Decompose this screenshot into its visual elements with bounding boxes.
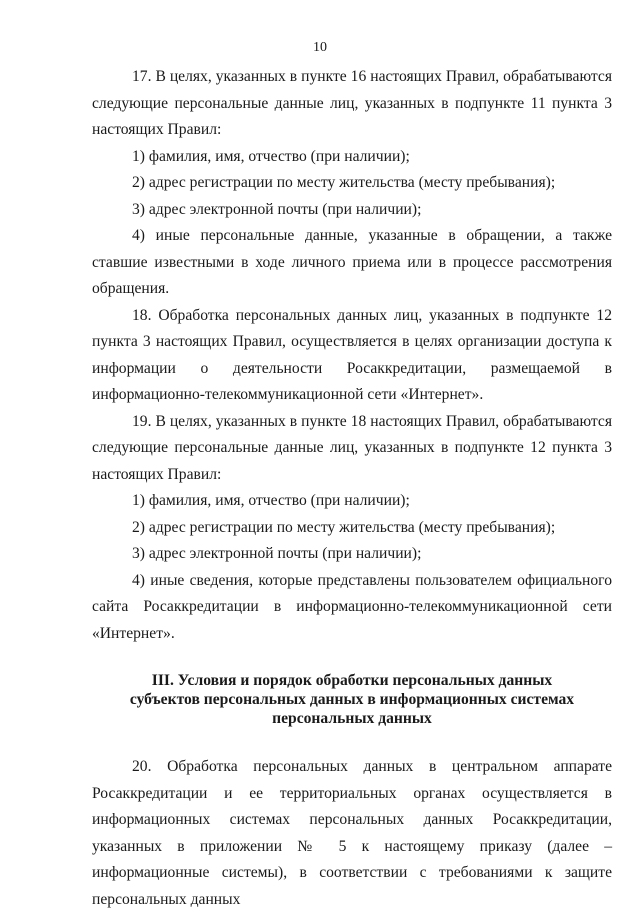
list-item-17-4: 4) иные персональные данные, указанные в обращении, а также ставшие известными в ходе личного приема или в процессе рассмотрения обращения. <box>92 227 612 297</box>
list-item-17-1: 1) фамилия, имя, отчество (при наличии); <box>132 147 410 165</box>
list-item-17-2: 2) адрес регистрации по месту жительства (месту пребывания); <box>132 174 556 191</box>
paragraph-17: 17. В целях, указанных в пункте 16 настоящих Правил, обрабатываются следующие персональные данные лиц, указанных в подпункте 11 пункта 3 настоящих Правил: <box>92 68 612 138</box>
section-heading-line-1: III. Условия и порядок обработки персональных данных <box>151 672 553 689</box>
list-item-19-3: 3) адрес электронной почты (при наличии); <box>132 545 422 562</box>
list-item-19-4: 4) иные сведения, которые представлены пользователем официального сайта Росаккредитации в информационно-телекоммуникационной сети «Интернет». <box>92 571 612 642</box>
list-item-17-3: 3) адрес электронной почты (при наличии); <box>132 200 422 218</box>
section-heading-iii <box>92 671 612 728</box>
paragraph-19: 19. В целях, указанных в пункте 18 настоящих Правил, обрабатываются следующие персональные данные лиц, указанных в подпункте 12 пункта 3 настоящих Правил: <box>92 412 612 483</box>
document-body <box>92 64 612 913</box>
section-heading-line-2: субъектов персональных данных в информационных системах <box>129 691 575 708</box>
paragraph-18: 18. Обработка персональных данных лиц, указанных в подпункте 12 пункта 3 настоящих Правил, осуществляется в целях организации доступа к информации о деятельности Росаккредитации, размещаемой в информационно-телекоммуникационной сети «Интернет». <box>92 306 612 403</box>
page-number: 10 <box>313 40 327 55</box>
list-item-19-2: 2) адрес регистрации по месту жительства (месту пребывания); <box>132 518 556 536</box>
paragraph-20: 20. Обработка персональных данных в центральном аппарате Росаккредитации и ее территориальных органах осуществляется в информационных системах персональных данных Росаккредитации, указанных в приложении № 5 к настоящему приказу (далее – информационные системы), в соответствии с требованиями к защите персональных данных <box>92 758 612 908</box>
section-heading-line-3: персональных данных <box>272 710 432 727</box>
list-item-19-1: 1) фамилия, имя, отчество (при наличии); <box>132 492 410 509</box>
